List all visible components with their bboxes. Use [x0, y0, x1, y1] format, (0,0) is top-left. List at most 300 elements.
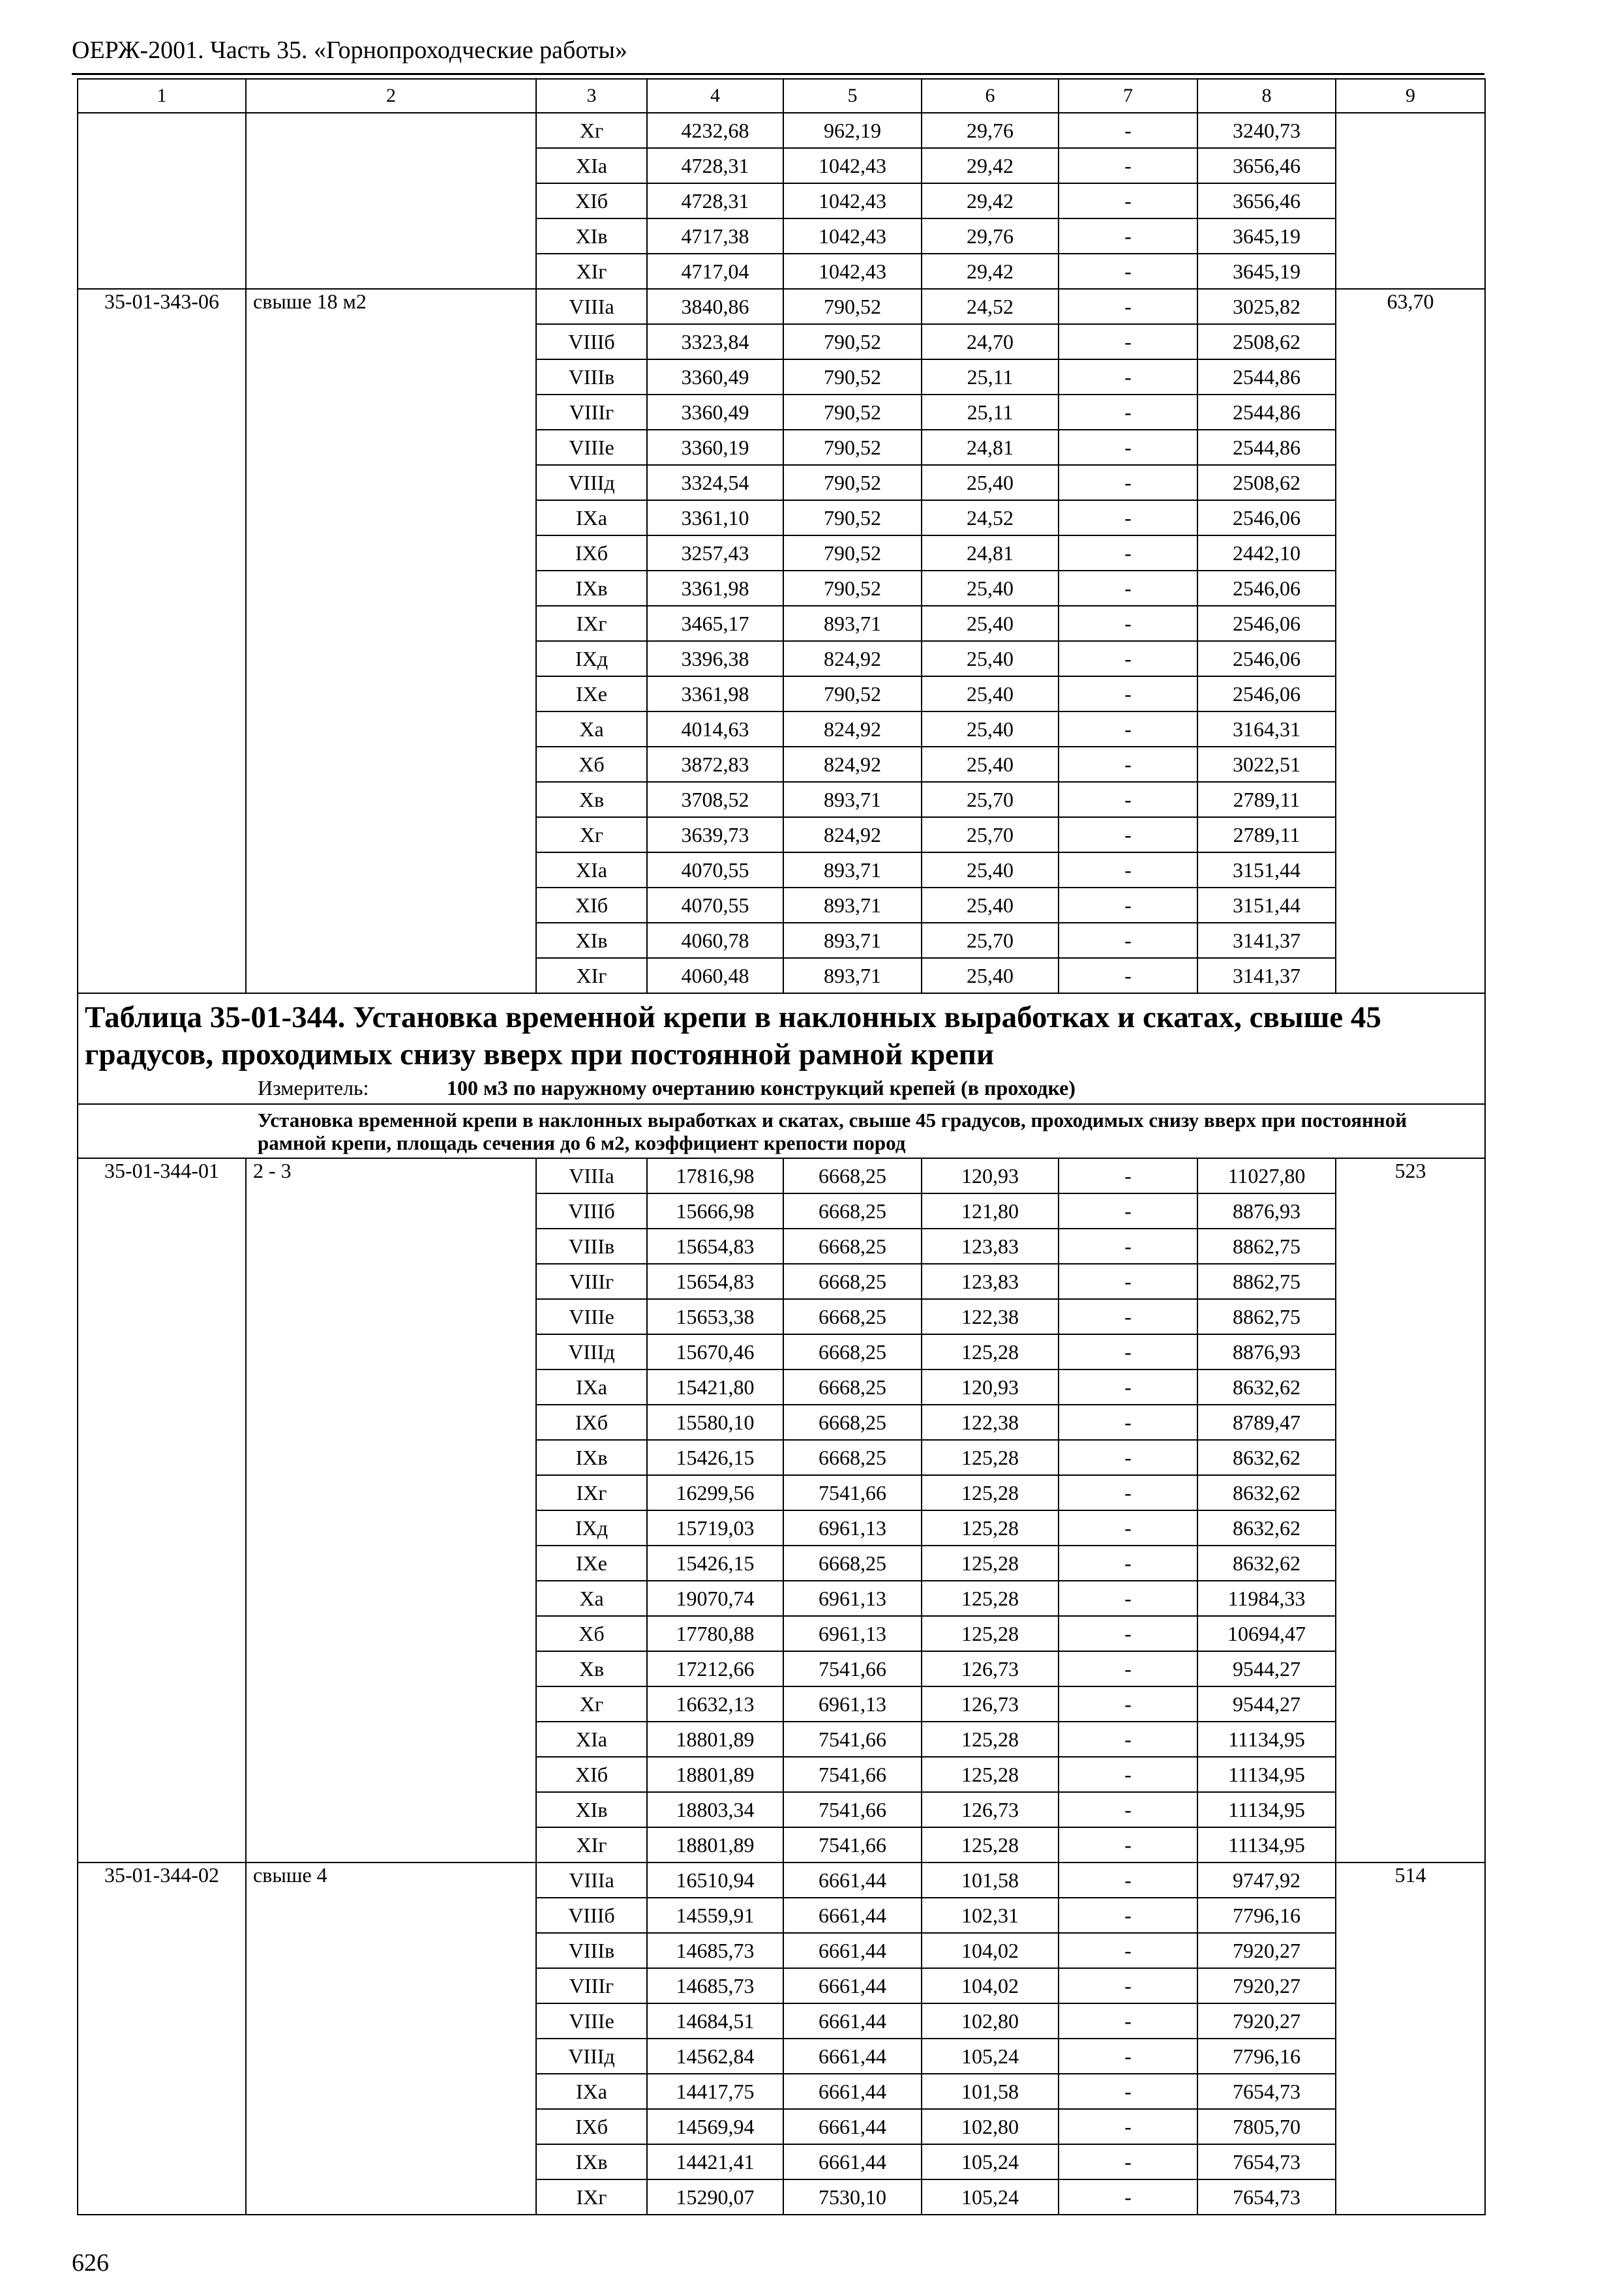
value-cell: 15654,83: [647, 1229, 783, 1264]
value-cell: 7654,73: [1197, 2179, 1336, 2215]
value-cell: 15580,10: [647, 1405, 783, 1440]
value-cell: 824,92: [783, 747, 922, 782]
value-cell: 8876,93: [1197, 1193, 1336, 1229]
value-cell: 4232,68: [647, 113, 783, 148]
value-cell: 4728,31: [647, 183, 783, 218]
value-cell: 7796,16: [1197, 2039, 1336, 2074]
value-cell: 7541,66: [783, 1827, 922, 1863]
value-cell: 3360,49: [647, 359, 783, 395]
value-cell: 102,80: [922, 2003, 1059, 2039]
value-cell: 824,92: [783, 641, 922, 676]
value-cell: 125,28: [922, 1334, 1059, 1369]
value-cell: 6661,44: [783, 2109, 922, 2144]
value-cell: -: [1059, 1581, 1197, 1616]
value-cell: 893,71: [783, 852, 922, 888]
value-cell: 25,70: [922, 817, 1059, 852]
value-cell: -: [1059, 1334, 1197, 1369]
value-cell: -: [1059, 1686, 1197, 1722]
value-cell: 11027,80: [1197, 1158, 1336, 1193]
value-cell: -: [1059, 2074, 1197, 2109]
table-caption-row: [78, 993, 1485, 1104]
value-cell: 6961,13: [783, 1581, 922, 1616]
value-cell: 25,40: [922, 641, 1059, 676]
value-cell: 6661,44: [783, 1863, 922, 1898]
value-cell: -: [1059, 1616, 1197, 1651]
value-cell: 6661,44: [783, 1933, 922, 1968]
measure-line: [85, 1074, 1478, 1103]
category-cell: IXв: [536, 1440, 647, 1475]
value-cell: 102,31: [922, 1898, 1059, 1933]
rate-code: 35-01-343-06: [78, 289, 246, 993]
value-cell: 4060,78: [647, 923, 783, 958]
column-number-row: [78, 79, 1485, 113]
value-cell: 9747,92: [1197, 1863, 1336, 1898]
value-cell: 8632,62: [1197, 1475, 1336, 1510]
value-cell: -: [1059, 1299, 1197, 1334]
category-cell: VIIIб: [536, 1193, 647, 1229]
value-cell: -: [1059, 1827, 1197, 1863]
value-cell: 8862,75: [1197, 1229, 1336, 1264]
value-cell: 11984,33: [1197, 1581, 1336, 1616]
value-cell: 14421,41: [647, 2144, 783, 2179]
value-cell: 6661,44: [783, 1898, 922, 1933]
category-cell: IXв: [536, 2144, 647, 2179]
category-cell: Xа: [536, 711, 647, 747]
value-cell: 25,11: [922, 395, 1059, 430]
category-cell: XIа: [536, 1722, 647, 1757]
value-cell: 104,02: [922, 1968, 1059, 2003]
subheading-cell: [78, 1104, 1485, 1158]
value-cell: 893,71: [783, 958, 922, 993]
value-cell: 9544,27: [1197, 1686, 1336, 1722]
value-cell: -: [1059, 2039, 1197, 2074]
value-cell: 3022,51: [1197, 747, 1336, 782]
value-cell: 3324,54: [647, 465, 783, 500]
value-cell: 2544,86: [1197, 395, 1336, 430]
value-cell: -: [1059, 289, 1197, 324]
value-cell: 2508,62: [1197, 465, 1336, 500]
category-cell: VIIIа: [536, 1158, 647, 1193]
value-cell: 2789,11: [1197, 817, 1336, 852]
value-cell: 2546,06: [1197, 606, 1336, 641]
value-cell: 14685,73: [647, 1968, 783, 2003]
rate-description: свыше 4: [246, 1863, 536, 2215]
value-cell: 105,24: [922, 2144, 1059, 2179]
category-cell: IXб: [536, 535, 647, 571]
value-cell: 102,80: [922, 2109, 1059, 2144]
value-cell: 2544,86: [1197, 430, 1336, 465]
value-cell: 824,92: [783, 711, 922, 747]
column-number: 5: [783, 79, 922, 113]
value-cell: 3656,46: [1197, 183, 1336, 218]
value-cell: 790,52: [783, 359, 922, 395]
value-cell: 15666,98: [647, 1193, 783, 1229]
value-cell: 16299,56: [647, 1475, 783, 1510]
value-cell: 8876,93: [1197, 1334, 1336, 1369]
category-cell: XIв: [536, 218, 647, 254]
rates-table-body: [78, 79, 1485, 2215]
value-cell: -: [1059, 1546, 1197, 1581]
value-cell: 3151,44: [1197, 852, 1336, 888]
value-cell: 120,93: [922, 1158, 1059, 1193]
column-number: 9: [1336, 79, 1485, 113]
value-cell: 25,40: [922, 958, 1059, 993]
value-cell: 125,28: [922, 1581, 1059, 1616]
value-cell: 7920,27: [1197, 1968, 1336, 2003]
column-9-value: [1336, 113, 1485, 289]
value-cell: -: [1059, 430, 1197, 465]
value-cell: 25,40: [922, 606, 1059, 641]
value-cell: 125,28: [922, 1546, 1059, 1581]
category-cell: VIIIд: [536, 2039, 647, 2074]
category-cell: Xв: [536, 1651, 647, 1686]
value-cell: 4717,04: [647, 254, 783, 289]
value-cell: 25,70: [922, 782, 1059, 817]
value-cell: 24,52: [922, 289, 1059, 324]
value-cell: 105,24: [922, 2179, 1059, 2215]
column-number: 7: [1059, 79, 1197, 113]
value-cell: 11134,95: [1197, 1757, 1336, 1792]
value-cell: 14562,84: [647, 2039, 783, 2074]
value-cell: -: [1059, 1898, 1197, 1933]
value-cell: 125,28: [922, 1510, 1059, 1546]
category-cell: IXг: [536, 1475, 647, 1510]
value-cell: 25,40: [922, 465, 1059, 500]
value-cell: 4728,31: [647, 148, 783, 183]
value-cell: 125,28: [922, 1440, 1059, 1475]
category-cell: VIIIа: [536, 1863, 647, 1898]
value-cell: 14569,94: [647, 2109, 783, 2144]
value-cell: 120,93: [922, 1369, 1059, 1405]
value-cell: 3872,83: [647, 747, 783, 782]
value-cell: 3645,19: [1197, 254, 1336, 289]
value-cell: 125,28: [922, 1757, 1059, 1792]
value-cell: 3323,84: [647, 324, 783, 359]
rate-code: [78, 113, 246, 289]
value-cell: 893,71: [783, 606, 922, 641]
value-cell: 7796,16: [1197, 1898, 1336, 1933]
column-number: 8: [1197, 79, 1336, 113]
value-cell: 6668,25: [783, 1546, 922, 1581]
value-cell: 790,52: [783, 430, 922, 465]
rate-description: [246, 113, 536, 289]
value-cell: 24,52: [922, 500, 1059, 535]
value-cell: -: [1059, 958, 1197, 993]
value-cell: 893,71: [783, 782, 922, 817]
value-cell: 3240,73: [1197, 113, 1336, 148]
value-cell: 7920,27: [1197, 1933, 1336, 1968]
value-cell: -: [1059, 641, 1197, 676]
value-cell: 2546,06: [1197, 676, 1336, 711]
table-caption: [78, 993, 1485, 1104]
category-cell: VIIIб: [536, 1898, 647, 1933]
value-cell: 2442,10: [1197, 535, 1336, 571]
value-cell: 3465,17: [647, 606, 783, 641]
value-cell: 4717,38: [647, 218, 783, 254]
value-cell: 4070,55: [647, 852, 783, 888]
value-cell: 126,73: [922, 1792, 1059, 1827]
column-number: 6: [922, 79, 1059, 113]
value-cell: 7541,66: [783, 1757, 922, 1792]
page-number: 626: [72, 2249, 109, 2277]
value-cell: 7541,66: [783, 1792, 922, 1827]
category-cell: XIг: [536, 1827, 647, 1863]
value-cell: -: [1059, 711, 1197, 747]
value-cell: -: [1059, 606, 1197, 641]
value-cell: 3656,46: [1197, 148, 1336, 183]
rate-code: 35-01-344-01: [78, 1158, 246, 1863]
value-cell: 8862,75: [1197, 1299, 1336, 1334]
category-cell: IXд: [536, 641, 647, 676]
value-cell: 3361,98: [647, 571, 783, 606]
value-cell: 4060,48: [647, 958, 783, 993]
value-cell: 8632,62: [1197, 1369, 1336, 1405]
table-row: [78, 289, 1485, 324]
category-cell: VIIIг: [536, 1264, 647, 1299]
category-cell: IXе: [536, 676, 647, 711]
value-cell: 7920,27: [1197, 2003, 1336, 2039]
category-cell: Xг: [536, 113, 647, 148]
value-cell: 3141,37: [1197, 923, 1336, 958]
category-cell: Xг: [536, 817, 647, 852]
value-cell: -: [1059, 183, 1197, 218]
value-cell: 2546,06: [1197, 500, 1336, 535]
value-cell: -: [1059, 1722, 1197, 1757]
value-cell: 101,58: [922, 1863, 1059, 1898]
value-cell: -: [1059, 1193, 1197, 1229]
category-cell: IXг: [536, 2179, 647, 2215]
value-cell: 125,28: [922, 1827, 1059, 1863]
value-cell: -: [1059, 465, 1197, 500]
value-cell: 29,76: [922, 218, 1059, 254]
category-cell: IXе: [536, 1546, 647, 1581]
value-cell: 15670,46: [647, 1334, 783, 1369]
value-cell: 18801,89: [647, 1827, 783, 1863]
value-cell: 3645,19: [1197, 218, 1336, 254]
value-cell: 14685,73: [647, 1933, 783, 1968]
value-cell: 6668,25: [783, 1299, 922, 1334]
category-cell: XIб: [536, 1757, 647, 1792]
category-cell: Xв: [536, 782, 647, 817]
value-cell: -: [1059, 1757, 1197, 1792]
category-cell: IXа: [536, 500, 647, 535]
value-cell: 6961,13: [783, 1616, 922, 1651]
value-cell: -: [1059, 1229, 1197, 1264]
value-cell: 8862,75: [1197, 1264, 1336, 1299]
value-cell: 6661,44: [783, 1968, 922, 2003]
value-cell: 14559,91: [647, 1898, 783, 1933]
value-cell: 25,40: [922, 676, 1059, 711]
category-cell: Xб: [536, 1616, 647, 1651]
value-cell: 18801,89: [647, 1722, 783, 1757]
value-cell: 14417,75: [647, 2074, 783, 2109]
category-cell: VIIIг: [536, 395, 647, 430]
value-cell: 1042,43: [783, 254, 922, 289]
value-cell: 125,28: [922, 1475, 1059, 1510]
value-cell: -: [1059, 2179, 1197, 2215]
value-cell: 29,42: [922, 148, 1059, 183]
value-cell: -: [1059, 1651, 1197, 1686]
value-cell: 6668,25: [783, 1193, 922, 1229]
value-cell: 962,19: [783, 113, 922, 148]
rate-description: свыше 18 м2: [246, 289, 536, 993]
value-cell: 7805,70: [1197, 2109, 1336, 2144]
document-header: ОЕРЖ-2001. Часть 35. «Горнопроходческие работы»: [72, 37, 627, 64]
category-cell: Xг: [536, 1686, 647, 1722]
value-cell: 4014,63: [647, 711, 783, 747]
category-cell: VIIIв: [536, 1933, 647, 1968]
value-cell: 6668,25: [783, 1264, 922, 1299]
category-cell: XIа: [536, 852, 647, 888]
value-cell: 2789,11: [1197, 782, 1336, 817]
value-cell: 1042,43: [783, 183, 922, 218]
value-cell: 8632,62: [1197, 1546, 1336, 1581]
value-cell: -: [1059, 1264, 1197, 1299]
value-cell: -: [1059, 888, 1197, 923]
value-cell: -: [1059, 782, 1197, 817]
value-cell: 790,52: [783, 500, 922, 535]
value-cell: -: [1059, 1475, 1197, 1510]
value-cell: 11134,95: [1197, 1827, 1336, 1863]
value-cell: 790,52: [783, 535, 922, 571]
column-9-value: 63,70: [1336, 289, 1485, 993]
value-cell: 15653,38: [647, 1299, 783, 1334]
value-cell: 24,81: [922, 430, 1059, 465]
value-cell: 16510,94: [647, 1863, 783, 1898]
value-cell: 29,42: [922, 254, 1059, 289]
value-cell: 6668,25: [783, 1369, 922, 1405]
value-cell: -: [1059, 747, 1197, 782]
value-cell: 6661,44: [783, 2074, 922, 2109]
value-cell: 17780,88: [647, 1616, 783, 1651]
value-cell: 15654,83: [647, 1264, 783, 1299]
value-cell: 7654,73: [1197, 2144, 1336, 2179]
value-cell: -: [1059, 2109, 1197, 2144]
category-cell: IXб: [536, 1405, 647, 1440]
category-cell: IXв: [536, 571, 647, 606]
value-cell: -: [1059, 1863, 1197, 1898]
value-cell: -: [1059, 1933, 1197, 1968]
value-cell: -: [1059, 535, 1197, 571]
value-cell: 4070,55: [647, 888, 783, 923]
value-cell: -: [1059, 1440, 1197, 1475]
value-cell: 125,28: [922, 1616, 1059, 1651]
value-cell: 6668,25: [783, 1334, 922, 1369]
value-cell: -: [1059, 817, 1197, 852]
value-cell: -: [1059, 676, 1197, 711]
value-cell: 3360,49: [647, 395, 783, 430]
value-cell: -: [1059, 148, 1197, 183]
value-cell: 7541,66: [783, 1651, 922, 1686]
value-cell: -: [1059, 1792, 1197, 1827]
value-cell: 790,52: [783, 676, 922, 711]
category-cell: VIIIе: [536, 2003, 647, 2039]
value-cell: 126,73: [922, 1651, 1059, 1686]
value-cell: 19070,74: [647, 1581, 783, 1616]
value-cell: 6668,25: [783, 1440, 922, 1475]
value-cell: 18803,34: [647, 1792, 783, 1827]
value-cell: -: [1059, 2003, 1197, 2039]
value-cell: 25,70: [922, 923, 1059, 958]
value-cell: 3141,37: [1197, 958, 1336, 993]
value-cell: 10694,47: [1197, 1616, 1336, 1651]
measure-label: Измеритель:: [258, 1075, 369, 1100]
subheading: Установка временной крепи в наклонных выработках и скатах, свыше 45 градусов, проходимых снизу вверх при постоянной рамной крепи, площадь сечения до 6 м2, коэффициент крепости пород: [258, 1108, 1407, 1155]
category-cell: VIIIг: [536, 1968, 647, 2003]
table-row: [78, 1863, 1485, 1898]
value-cell: 121,80: [922, 1193, 1059, 1229]
value-cell: 9544,27: [1197, 1651, 1336, 1686]
category-cell: XIв: [536, 923, 647, 958]
value-cell: 7541,66: [783, 1722, 922, 1757]
value-cell: -: [1059, 1158, 1197, 1193]
value-cell: 3360,19: [647, 430, 783, 465]
category-cell: XIб: [536, 888, 647, 923]
category-cell: VIIIд: [536, 465, 647, 500]
value-cell: -: [1059, 113, 1197, 148]
value-cell: 15290,07: [647, 2179, 783, 2215]
value-cell: 7541,66: [783, 1475, 922, 1510]
category-cell: VIIIе: [536, 1299, 647, 1334]
value-cell: 18801,89: [647, 1757, 783, 1792]
value-cell: 125,28: [922, 1722, 1059, 1757]
value-cell: 8632,62: [1197, 1440, 1336, 1475]
value-cell: 15426,15: [647, 1546, 783, 1581]
value-cell: 17816,98: [647, 1158, 783, 1193]
rate-description: 2 - 3: [246, 1158, 536, 1863]
value-cell: 15719,03: [647, 1510, 783, 1546]
rates-table: [77, 78, 1486, 2215]
table-row: [78, 1158, 1485, 1193]
value-cell: 25,40: [922, 571, 1059, 606]
value-cell: 16632,13: [647, 1686, 783, 1722]
table-title: Таблица 35-01-344. Установка временной крепи в наклонных выработках и скатах, свыше 45 градусов, проходимых снизу вверх при постоянной рамной крепи: [85, 1000, 1381, 1072]
value-cell: 3361,98: [647, 676, 783, 711]
category-cell: XIа: [536, 148, 647, 183]
value-cell: 6661,44: [783, 2003, 922, 2039]
table-row: [78, 113, 1485, 148]
value-cell: 3151,44: [1197, 888, 1336, 923]
value-cell: -: [1059, 852, 1197, 888]
value-cell: 3025,82: [1197, 289, 1336, 324]
value-cell: 790,52: [783, 465, 922, 500]
value-cell: 1042,43: [783, 218, 922, 254]
value-cell: 15426,15: [647, 1440, 783, 1475]
value-cell: 8789,47: [1197, 1405, 1336, 1440]
measure-value: 100 м3 по наружному очертанию конструкций крепей (в проходке): [447, 1075, 1076, 1100]
value-cell: 6661,44: [783, 2144, 922, 2179]
category-cell: IXа: [536, 1369, 647, 1405]
value-cell: -: [1059, 324, 1197, 359]
value-cell: 3639,73: [647, 817, 783, 852]
value-cell: 14684,51: [647, 2003, 783, 2039]
value-cell: -: [1059, 218, 1197, 254]
value-cell: 24,70: [922, 324, 1059, 359]
value-cell: 15421,80: [647, 1369, 783, 1405]
column-number: 3: [536, 79, 647, 113]
value-cell: 101,58: [922, 2074, 1059, 2109]
value-cell: 123,83: [922, 1264, 1059, 1299]
value-cell: 2544,86: [1197, 359, 1336, 395]
value-cell: -: [1059, 2144, 1197, 2179]
value-cell: 126,73: [922, 1686, 1059, 1722]
value-cell: 790,52: [783, 324, 922, 359]
value-cell: 7530,10: [783, 2179, 922, 2215]
value-cell: 122,38: [922, 1405, 1059, 1440]
value-cell: 6668,25: [783, 1229, 922, 1264]
value-cell: 11134,95: [1197, 1722, 1336, 1757]
value-cell: 790,52: [783, 571, 922, 606]
